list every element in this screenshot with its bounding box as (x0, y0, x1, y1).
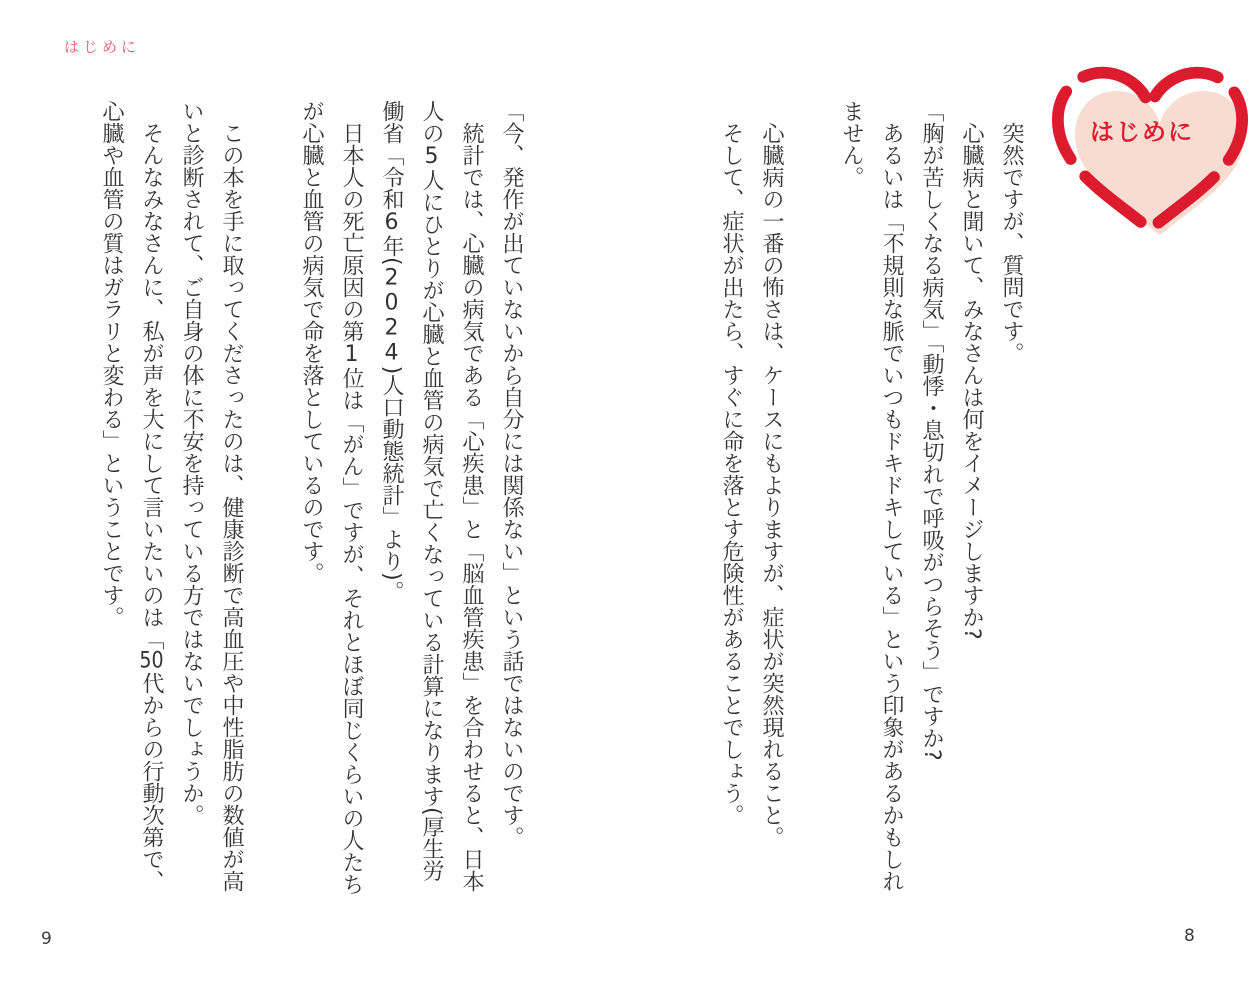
text-run: 1 (339, 342, 364, 367)
text-run: 「胸が苦しくなる病気」「動悸・息切れで呼吸がつらそう」ですか? (919, 100, 944, 761)
text-run: 突然ですが、質問です。 (999, 100, 1024, 364)
text-run: この本を手に取ってくださったのは、健康診断で高血圧や中性脂肪の数値が高いと診断されて、ご自身の体に不安を持っている方ではないでしょうか。 (179, 100, 244, 892)
text-run: 「今、発作が出ていないから自分には関係ない」という話ではないのです。 (499, 100, 524, 848)
text-run: 日本人の死亡原因の第 (339, 100, 364, 342)
paragraph (911, 100, 951, 898)
heart-icon (1052, 56, 1248, 244)
paragraph (751, 100, 791, 898)
paragraph (991, 100, 1031, 898)
text-run: )人口動態統計」より)。 (379, 365, 404, 603)
paragraph (171, 100, 251, 898)
paragraph (91, 100, 171, 898)
text-run: そんなみなさんに、私が声を大にして言いたいのは「 (139, 100, 164, 650)
chapter-heart-logo (1052, 56, 1248, 244)
page-number-right: 8 (1184, 926, 1195, 946)
paragraph (831, 100, 911, 898)
text-run: そして、症状が出たら、すぐに命を落とす危険性があることでしょう。 (719, 100, 744, 826)
text-run: あるいは「不規則な脈でいつもドキドキしている」という印象があるかもしれません。 (839, 100, 904, 892)
paragraph (491, 100, 531, 898)
paragraph (371, 100, 491, 898)
page-number-left: 9 (41, 929, 52, 949)
text-run: 年( (379, 235, 404, 266)
text-run: 人にひとりが心臓と血管の病気で亡くなっている計算になります(厚生労働省「令和 (379, 100, 444, 882)
running-head: はじめに (64, 38, 141, 56)
text-run: 5 (419, 144, 444, 169)
text-run: 心臓病の一番の怖さは、ケースにもよりますが、症状が突然現れること。 (759, 100, 784, 848)
text-run: 位は「がん」ですが、それとほぼ同じくらいの人たちが心臓と血管の病気で命を落としているのです。 (299, 100, 364, 895)
text-run: 代からの行動次第で、心臓や血管の質はガラリと変わる」ということです。 (99, 100, 164, 892)
page-9-body-text (91, 100, 531, 898)
page-8-body-text (711, 100, 1031, 898)
text-run: 50 (139, 650, 164, 672)
paragraph (711, 100, 751, 898)
text-run: 2024 (379, 265, 404, 366)
text-run: 心臓病と聞いて、みなさんは何をイメージしますか? (959, 100, 984, 640)
text-run: 6 (379, 210, 404, 235)
chapter-logo-label: はじめに (1090, 118, 1194, 146)
paragraph (291, 100, 371, 898)
paragraph (951, 100, 991, 898)
text-run: 統計では、心臓の病気である「心疾患」と「脳血管疾患」を合わせると、日本人の (419, 100, 484, 892)
